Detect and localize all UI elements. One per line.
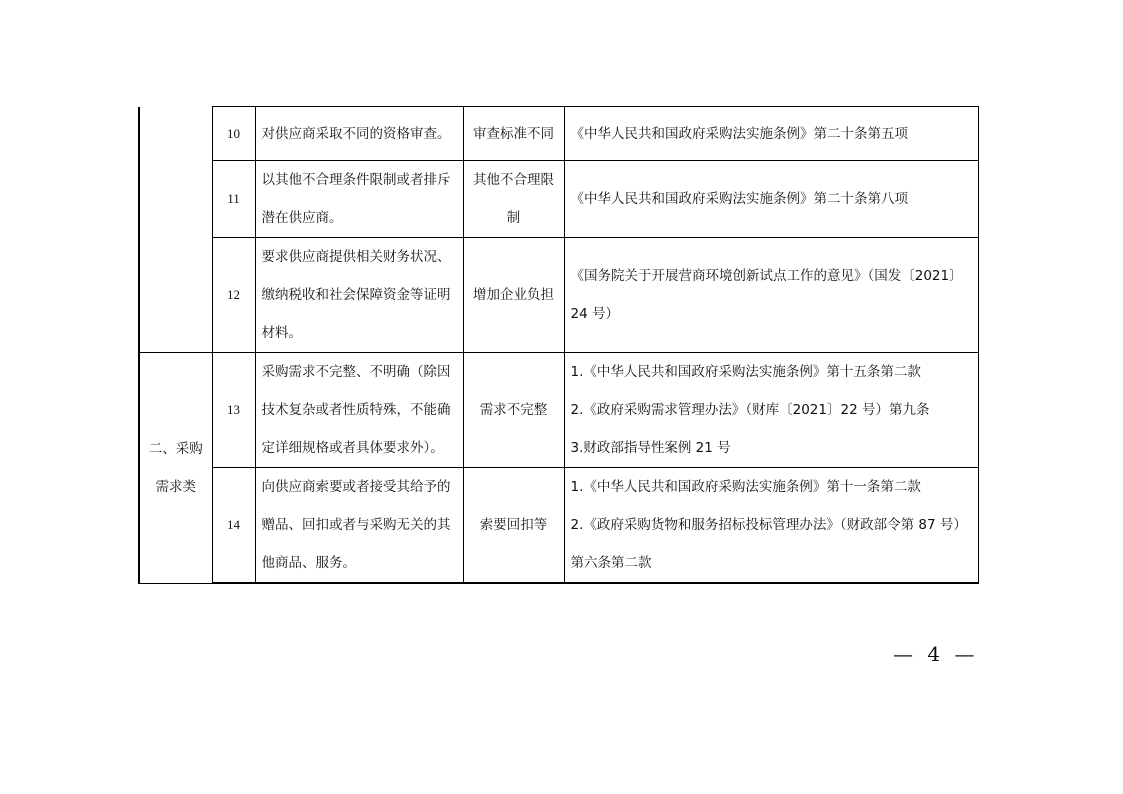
- row-description: 要求供应商提供相关财务状况、缴纳税收和社会保障资金等证明材料。: [255, 238, 463, 353]
- row-issue: 增加企业负担: [463, 238, 564, 353]
- row-issue: 其他不合理限制: [463, 161, 564, 238]
- row-issue: 索要回扣等: [463, 468, 564, 584]
- row-description: 向供应商索要或者接受其给予的赠品、回扣或者与采购无关的其他商品、服务。: [255, 468, 463, 584]
- basis-line: 《中华人民共和国政府采购法实施条例》第二十条第五项: [570, 125, 908, 142]
- row-basis: [564, 353, 978, 468]
- row-basis: [564, 161, 978, 238]
- row-number: 12: [212, 238, 255, 353]
- basis-line: 2.《政府采购货物和服务招标投标管理办法》（财政部令第 87 号）: [570, 517, 967, 533]
- row-number: 11: [212, 161, 255, 238]
- basis-line: 1.《中华人民共和国政府采购法实施条例》第十一条第二款: [570, 479, 921, 495]
- row-issue: 需求不完整: [463, 353, 564, 468]
- table-row: [139, 468, 978, 584]
- category-cell-continued: [139, 107, 212, 353]
- row-description: 对供应商采取不同的资格审查。: [255, 107, 463, 161]
- basis-line: 《国务院关于开展营商环境创新试点工作的意见》（国发〔2021〕: [570, 268, 963, 284]
- row-number: 10: [212, 107, 255, 161]
- table-row: [139, 161, 978, 238]
- row-issue: 审查标准不同: [463, 107, 564, 161]
- row-description: 以其他不合理条件限制或者排斥潜在供应商。: [255, 161, 463, 238]
- table-row: [139, 353, 978, 468]
- row-basis: [564, 107, 978, 161]
- basis-line: 3.财政部指导性案例 21 号: [570, 440, 731, 456]
- basis-line: 24 号）: [570, 306, 619, 322]
- row-number: 14: [212, 468, 255, 584]
- basis-line: 1.《中华人民共和国政府采购法实施条例》第十五条第二款: [570, 364, 921, 380]
- page-number: — 4 —: [893, 642, 979, 666]
- category-cell: 二、采购需求类: [139, 353, 212, 584]
- row-number: 13: [212, 353, 255, 468]
- basis-line: 《中华人民共和国政府采购法实施条例》第二十条第八项: [570, 191, 908, 207]
- basis-line: 第六条第二款: [570, 555, 652, 571]
- row-basis: [564, 238, 978, 353]
- table-row: [139, 107, 978, 161]
- table-row: [139, 238, 978, 353]
- rules-table: [138, 106, 979, 584]
- row-description: 采购需求不完整、不明确（除因技术复杂或者性质特殊，不能确定详细规格或者具体要求外）。: [255, 353, 463, 468]
- basis-line: 2.《政府采购需求管理办法》（财库〔2021〕22 号）第九条: [570, 402, 930, 418]
- row-basis: [564, 468, 978, 584]
